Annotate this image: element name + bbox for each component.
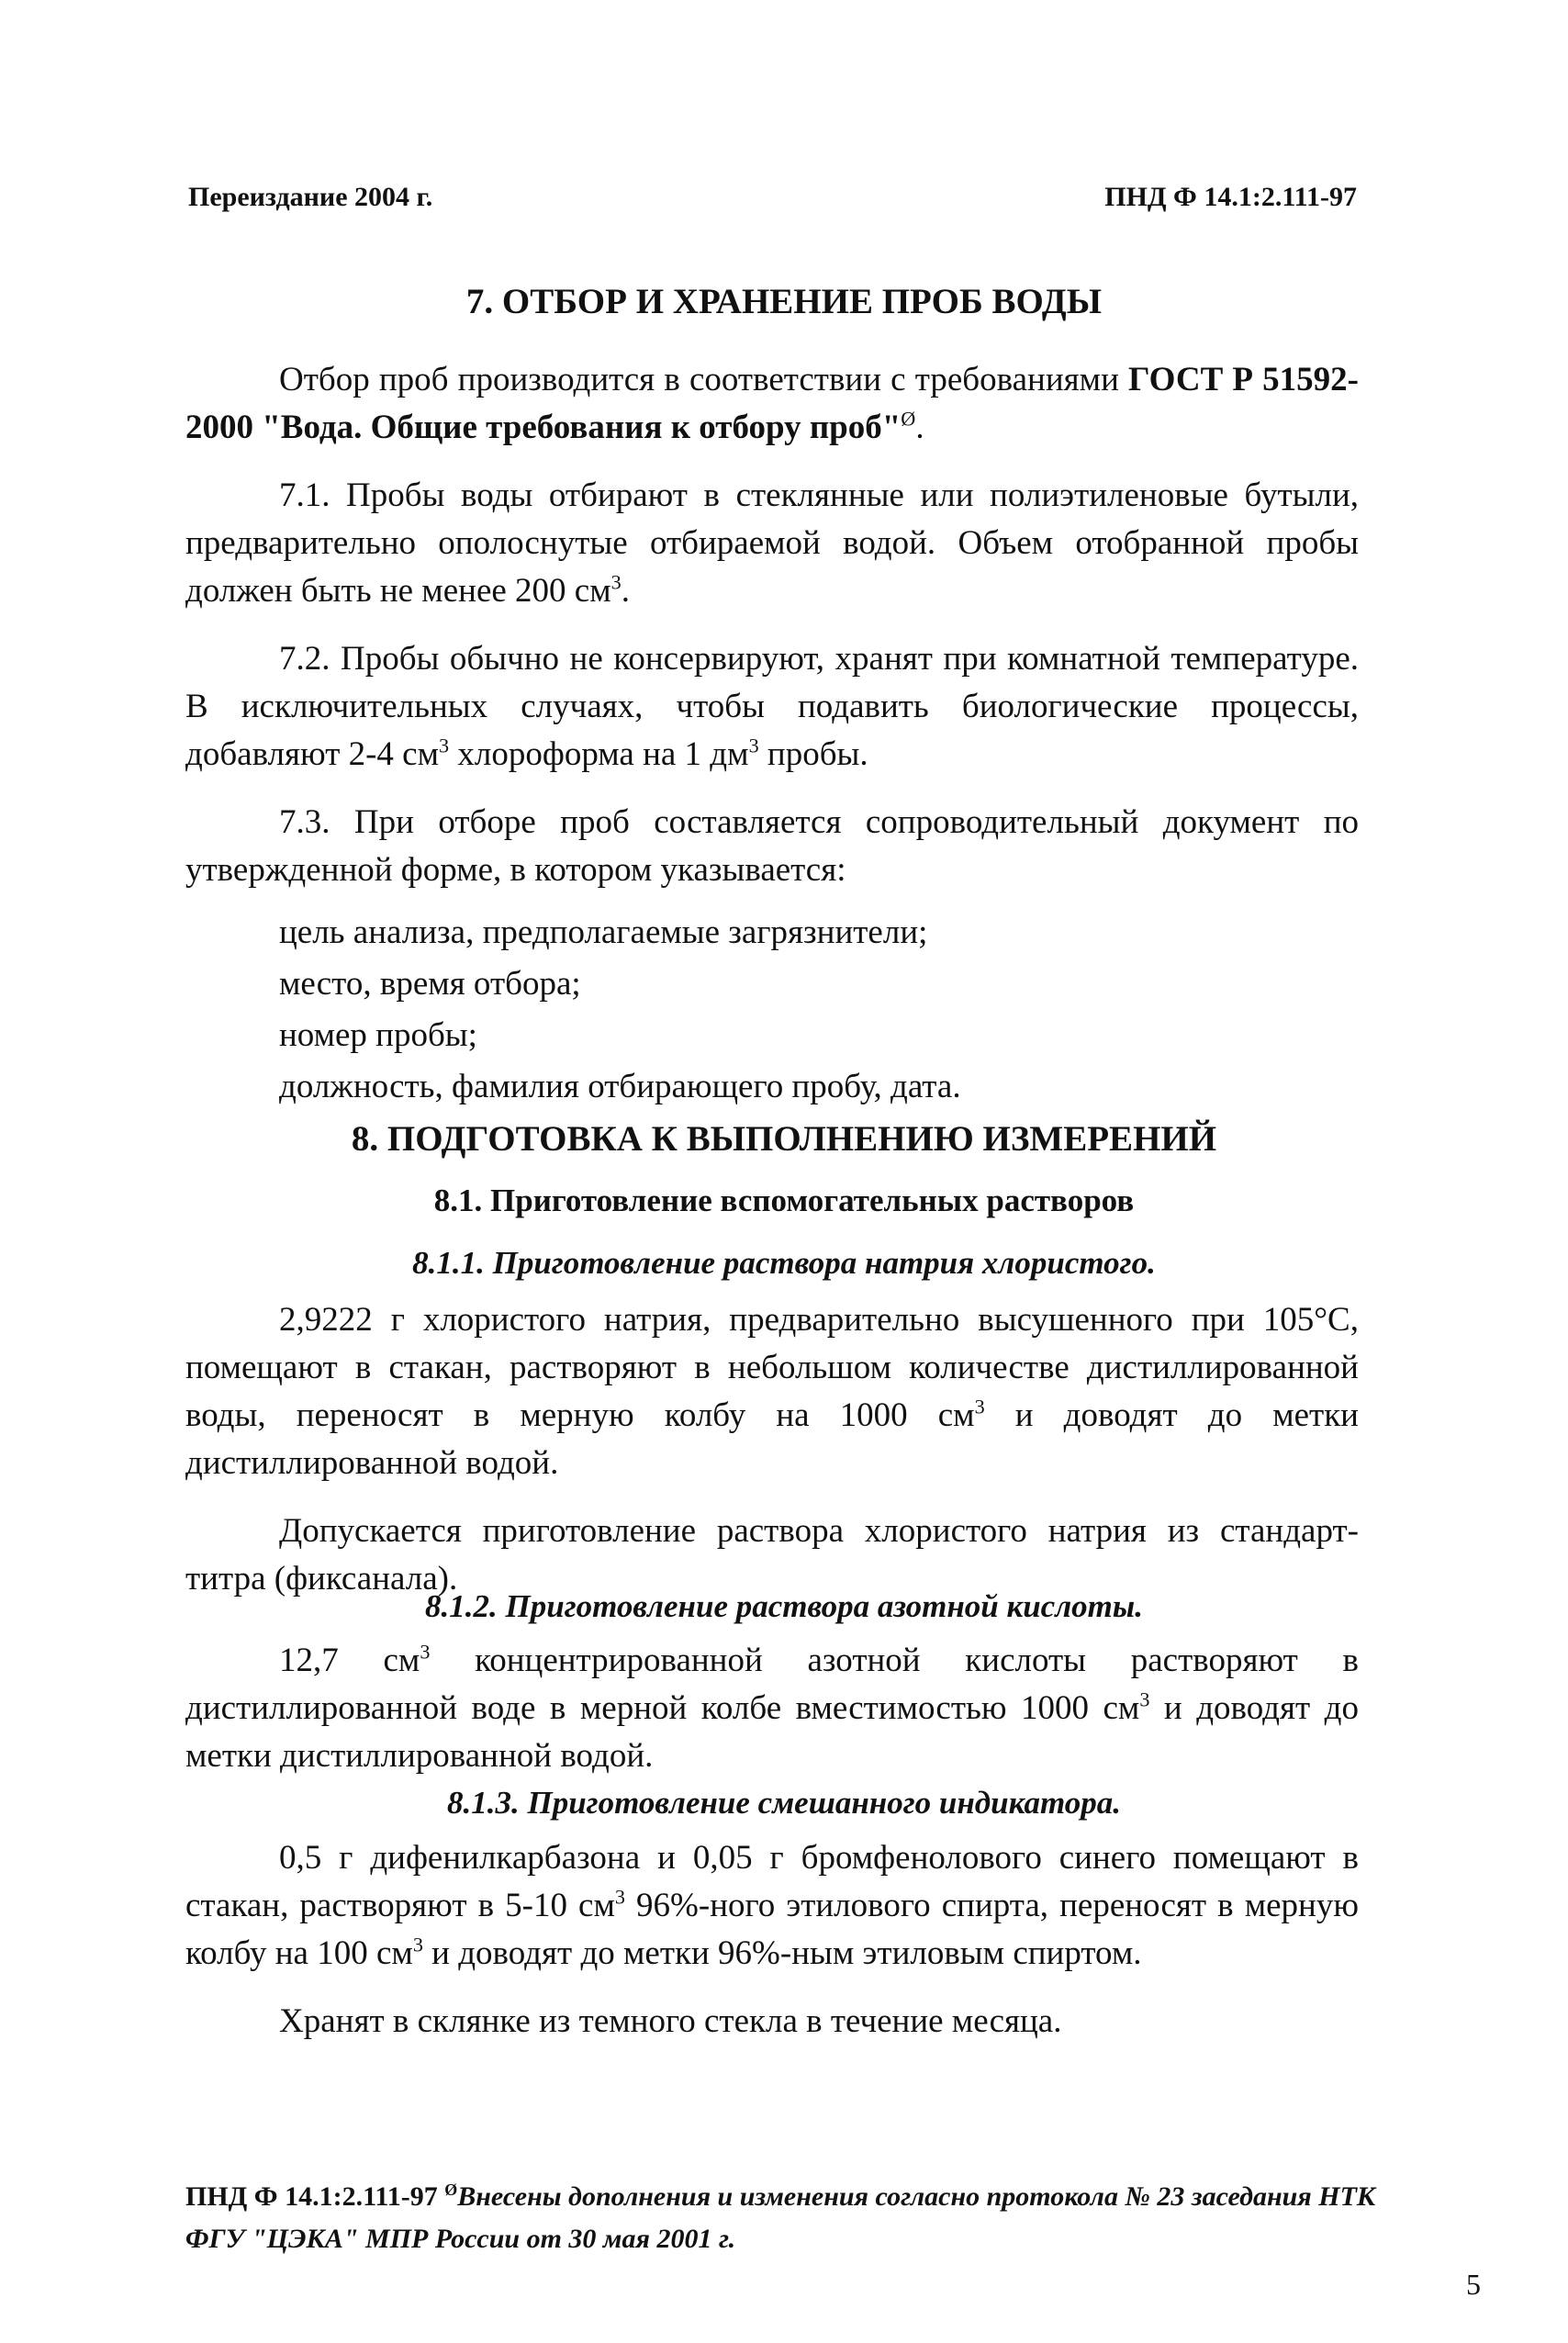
subsection-8-1-2-title: 8.1.2. Приготовление раствора азотной кислоты.	[425, 1588, 1143, 1624]
standard-reference: ГОСТ Р 51592-2000 "Вода. Общие требования к отбору проб"	[185, 361, 1360, 446]
list-item: место, время отбора;	[279, 965, 581, 1003]
subsection-8-1-3-body	[185, 1834, 1359, 2046]
paragraph-7-2: 7.2. Пробы обычно не консервируют, хранят при комнатной температуре. В исключительных случаях, чтобы подавить биологические процессы, добавляют 2-4 $см^3$ хлороформа на 1 $дм^3$ пробы.	[185, 640, 1359, 773]
page-number: 5	[1466, 2268, 1481, 2301]
list-item: должность, фамилия отбирающего пробу, дата.	[279, 1068, 961, 1105]
footnote-code: ПНД Ф 14.1:2.111-97	[185, 2181, 445, 2212]
paragraph-8-1-1-note: Допускается приготовление раствора хлористого натрия из стандарт-титра (фиксанала).	[185, 1512, 1359, 1598]
paragraph-7-3: 7.3. При отборе проб составляется сопроводительный документ по утвержденной форме, в котором указывается:	[185, 803, 1359, 889]
document-code: ПНД Ф 14.1:2.111-97	[1104, 182, 1357, 212]
paragraph-8-1-3-storage: Хранят в склянке из темного стекла в течение месяца.	[279, 2002, 1062, 2040]
intro-paragraph: Отбор проб производится в соответствии с требованиями ГОСТ Р 51592-2000 "Вода. Общие требования к отбору проб"$^Ø$.	[185, 361, 1360, 446]
footnote-text: Внесены дополнения и изменения согласно протокола № 23 заседания НТК ФГУ "ЦЭКА" МПР России от 30 мая 2001 г.	[185, 2181, 1376, 2254]
section-8-title: 8. ПОДГОТОВКА К ВЫПОЛНЕНИЮ ИЗМЕРЕНИЙ	[351, 1119, 1217, 1159]
subsection-8-1-1-body	[185, 1296, 1359, 1603]
footnote-mark: Ø	[901, 407, 916, 431]
subsection-8-1-2-body	[185, 1637, 1359, 1780]
subsection-8-1-title: 8.1. Приготовление вспомогательных растворов	[433, 1183, 1135, 1218]
footnote	[185, 2176, 1379, 2260]
reissue-note: Переиздание 2004 г.	[188, 182, 433, 212]
section-7-body	[185, 356, 1359, 1113]
paragraph-8-1-1: 2,9222 г хлористого натрия, предварительно высушенного при 105°С, помещают в стакан, растворяют в небольшом количестве дистиллированной воды, переносят в мерную колбу на 1000 $см^3$ и доводят до метки дистиллированной водой.	[185, 1301, 1359, 1482]
footnote-mark: Ø	[444, 2180, 458, 2199]
subsection-8-1-3-title: 8.1.3. Приготовление смешанного индикатора.	[446, 1785, 1122, 1821]
paragraph-8-1-3: 0,5 г дифенилкарбазона и 0,05 г бромфенолового синего помещают в стакан, растворяют в 5-10 $см^3$ 96%-ного этилового спирта, переносят в мерную колбу на 100 $см^3$ и доводят до метки 96%-ным этиловым спиртом.	[185, 1839, 1359, 1972]
paragraph-8-1-2: 12,7 $см^3$ концентрированной азотной кислоты растворяют в дистиллированной воде в мерной колбе вместимостью 1000 $см^3$ и доводят до метки дистиллированной водой.	[185, 1640, 1359, 1775]
subsection-8-1-1-title: 8.1.1. Приготовление раствора натрия хлористого.	[412, 1245, 1156, 1281]
list-item: номер пробы;	[279, 1016, 477, 1054]
section-7-title: 7. ОТБОР И ХРАНЕНИЕ ПРОБ ВОДЫ	[465, 282, 1103, 321]
list-item: цель анализа, предполагаемые загрязнители;	[279, 914, 928, 951]
paragraph-7-1: 7.1. Пробы воды отбирают в стеклянные или полиэтиленовые бутыли, предварительно ополоснутые отбираемой водой. Объем отобранной пробы должен быть не менее 200 $см^3$.	[185, 476, 1359, 610]
sample-document-list	[185, 907, 1359, 1113]
